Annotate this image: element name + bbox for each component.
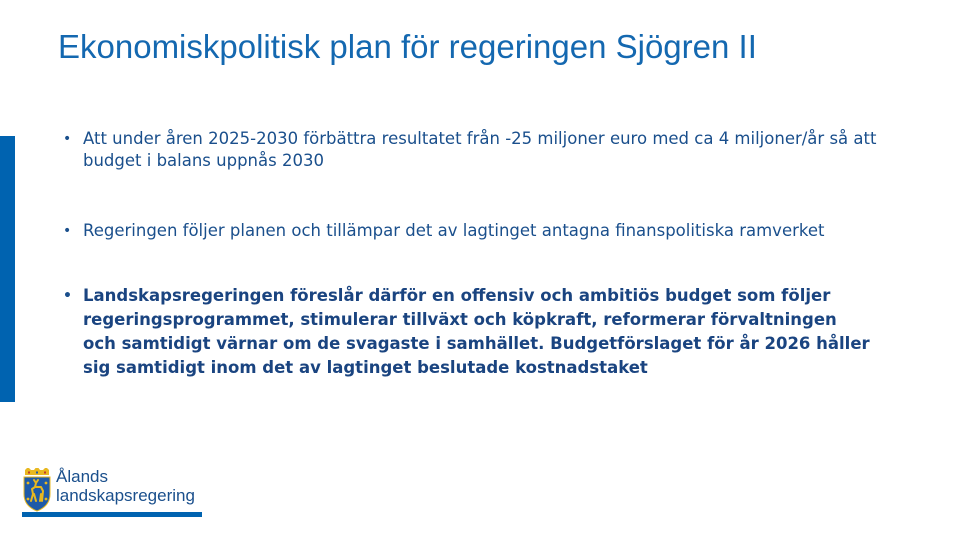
bullet-marker: • — [63, 131, 72, 147]
logo-text-line2: landskapsregering — [56, 486, 195, 505]
bullet-text: Landskapsregeringen föreslår därför en offensiv och ambitiös budget som följer regeringsprogrammet, stimulerar tillväxt och köpkraft, reformerar förvaltningen och samtidigt värnar om de svagaste i samhället. Budgetförslaget för år 2026 håller sig samtidigt inom det av lagtinget beslutade kostnadstaket — [83, 286, 870, 377]
alands-landskapsregering-logo — [22, 468, 207, 520]
bullet-text: Regeringen följer planen och tillämpar det av lagtinget antagna finanspolitiska ramverket — [83, 221, 825, 240]
logo-text-line1: Ålands — [56, 467, 108, 486]
coat-of-arms-icon — [22, 468, 52, 512]
bullet-item-bold — [58, 284, 873, 380]
bullet-marker: • — [63, 288, 72, 304]
bullet-list — [58, 128, 918, 380]
slide-title: Ekonomiskpolitisk plan för regeringen Sjögren II — [58, 28, 757, 65]
left-accent-bar — [0, 136, 15, 402]
logo-underline-bar — [22, 512, 202, 517]
bullet-item — [58, 128, 918, 172]
bullet-item — [58, 220, 918, 242]
bullet-text: Att under åren 2025-2030 förbättra resultatet från -25 miljoner euro med ca 4 miljoner/år så att budget i balans uppnås 2030 — [83, 129, 877, 170]
bullet-marker: • — [63, 223, 72, 239]
